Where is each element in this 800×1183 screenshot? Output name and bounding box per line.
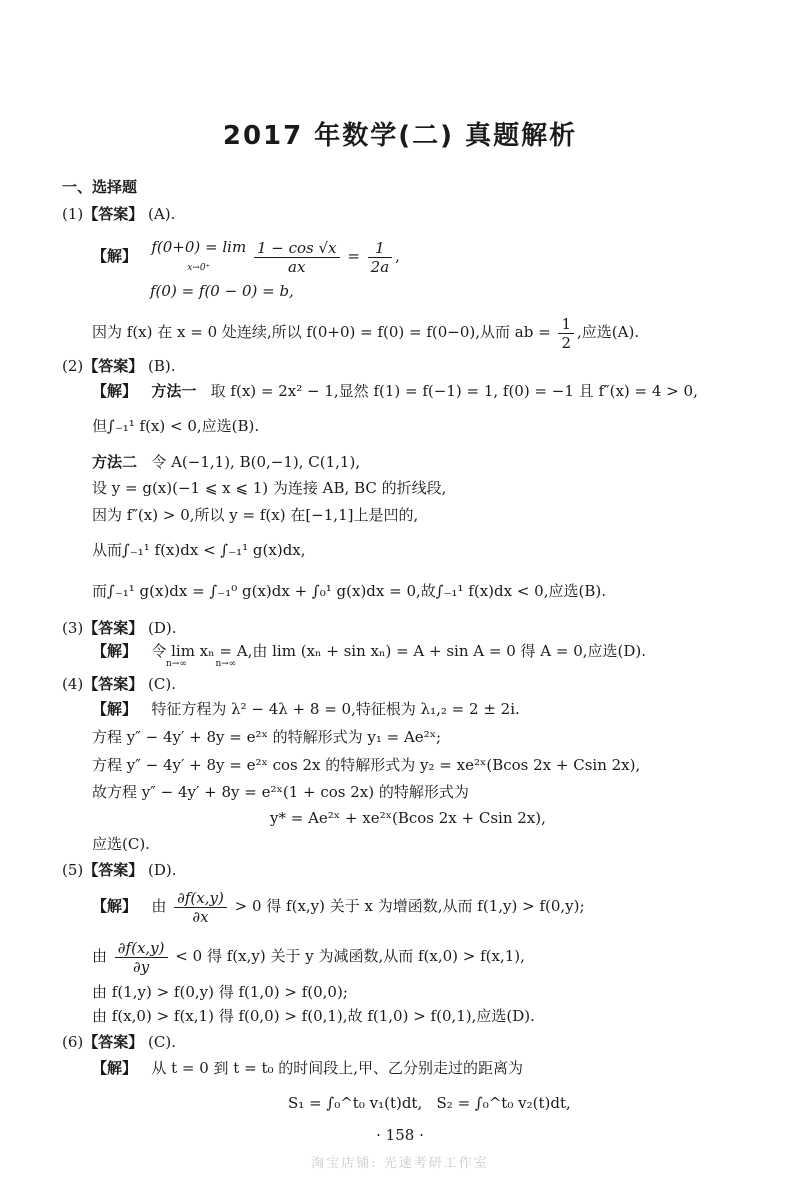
q5-answer: (D). <box>148 861 177 879</box>
q6-number: (6) <box>62 1033 84 1051</box>
q6-answer: (C). <box>148 1033 176 1051</box>
page-number: · 158 · <box>376 1126 424 1144</box>
watermark: 淘宝店铺: 光速考研工作室 <box>311 1156 489 1171</box>
q2-line-3: 方法二 令 A(−1,1), B(0,−1), C(1,1), <box>92 453 361 471</box>
q4-number: (4) <box>62 675 84 693</box>
answer-label: 【答案】 <box>83 675 144 693</box>
solution-label: 【解】 <box>92 700 138 718</box>
q6-line-1: 【解】 从 t = 0 到 t = t₀ 的时间段上,甲、乙分别走过的距离为 <box>92 1059 524 1077</box>
page-title: 2017 年数学(二) 真题解析 <box>222 121 578 151</box>
q1-conclusion: 因为 f(x) 在 x = 0 处连续,所以 f(0+0) = f(0) = f(0−0),从而 ab = $\frac{1}{2}$ ,应选(A). <box>92 314 640 352</box>
q1-limit: f(0+0) = lim x→0⁺ <box>151 237 247 273</box>
q4-line-4: 故方程 y″ − 4y′ + 8y = e²ˣ(1 + cos 2x) 的特解形式为 <box>92 783 469 801</box>
q6-line-2: S₁ = ∫₀^t₀ v₁(t)dt, S₂ = ∫₀^t₀ v₂(t)dt, <box>288 1094 571 1112</box>
q2-number: (2) <box>62 357 84 375</box>
q3-line-1: 【解】 令 lim xₙ = A,由 lim (xₙ + sin xₙ) = A + sin A = 0 得 A = 0,应选(D). <box>92 642 647 660</box>
q4-answer-line <box>62 674 176 694</box>
q2-line-7: 而∫₋₁¹ g(x)dx = ∫₋₁⁰ g(x)dx + ∫₀¹ g(x)dx = 0,故∫₋₁¹ f(x)dx < 0,应选(B). <box>92 582 606 600</box>
q5-line-3: 由 f(1,y) > f(0,y) 得 f(1,0) > f(0,0); <box>92 983 348 1001</box>
q1-answer: (A). <box>148 205 176 223</box>
solution-label: 【解】 <box>92 382 138 400</box>
answer-label: 【答案】 <box>83 619 144 637</box>
q1-conclusion-fraction: $\frac{1}{2}$ <box>558 315 574 352</box>
solution-label: 【解】 <box>92 1059 138 1077</box>
q4-line-1: 【解】 特征方程为 λ² − 4λ + 8 = 0,特征根为 λ₁,₂ = 2 ± 2i. <box>92 700 520 718</box>
solution-label: 【解】 <box>92 247 138 265</box>
answer-label: 【答案】 <box>83 357 144 375</box>
method-two-label: 方法二 <box>92 453 138 471</box>
solution-label: 【解】 <box>92 642 138 660</box>
q5-partial-y-fraction: $\frac{\partial f(x,y)}{\partial y}$ <box>115 939 168 976</box>
answer-label: 【答案】 <box>83 861 144 879</box>
q4-answer: (C). <box>148 675 176 693</box>
q3-answer-line <box>62 618 177 638</box>
q2-line-4: 设 y = g(x)(−1 ⩽ x ⩽ 1) 为连接 AB, BC 的折线段, <box>92 479 447 497</box>
q2-line-2: 但∫₋₁¹ f(x) < 0,应选(B). <box>92 417 260 435</box>
q4-line-6: 应选(C). <box>92 835 150 853</box>
q1-solution-eq1: 【解】 f(0+0) = lim x→0⁺ $\frac{1 - \cos √x}{ax}$ = $\frac{1}{2a}$ , <box>92 237 400 276</box>
q3-limit-subscript: n→∞ n→∞ <box>166 659 237 669</box>
solution-label: 【解】 <box>92 897 138 915</box>
q2-line-1: 【解】 方法一 取 f(x) = 2x² − 1,显然 f(1) = f(−1) = 1, f(0) = −1 且 f″(x) = 4 > 0, <box>92 382 698 400</box>
q4-line-2: 方程 y″ − 4y′ + 8y = e²ˣ 的特解形式为 y₁ = Ae²ˣ; <box>92 728 442 746</box>
q2-answer: (B). <box>148 357 176 375</box>
q3-number: (3) <box>62 619 84 637</box>
q1-solution-eq2: f(0) = f(0 − 0) = b, <box>150 282 294 300</box>
q1-fraction: $\frac{1 - \cos √x}{ax}$ <box>254 239 340 276</box>
q5-answer-line <box>62 860 177 880</box>
q2-line-6: 从而∫₋₁¹ f(x)dx < ∫₋₁¹ g(x)dx, <box>92 541 306 559</box>
answer-label: 【答案】 <box>83 205 144 223</box>
q1-number: (1) <box>62 205 84 223</box>
q2-answer-line <box>62 356 176 376</box>
q5-line-4: 由 f(x,0) > f(x,1) 得 f(0,0) > f(0,1),故 f(1,0) > f(0,1),应选(D). <box>92 1007 535 1025</box>
q6-answer-line <box>62 1032 176 1052</box>
q5-partial-x-fraction: $\frac{\partial f(x,y)}{\partial x}$ <box>174 889 227 926</box>
q3-answer: (D). <box>148 619 177 637</box>
answer-label: 【答案】 <box>83 1033 144 1051</box>
q5-line-1: 【解】 由 $\frac{\partial f(x,y)}{\partial x}$ > 0 得 f(x,y) 关于 x 为增函数,从而 f(1,y) > f(0,y); <box>92 888 585 926</box>
q4-line-5: y* = Ae²ˣ + xe²ˣ(Bcos 2x + Csin 2x), <box>270 809 546 827</box>
q5-number: (5) <box>62 861 84 879</box>
q5-line-2: 由 $\frac{\partial f(x,y)}{\partial y}$ < 0 得 f(x,y) 关于 y 为减函数,从而 f(x,0) > f(x,1), <box>92 938 525 976</box>
section-heading: 一、选择题 <box>62 178 138 196</box>
method-one-label: 方法一 <box>151 382 197 400</box>
q2-line-5: 因为 f″(x) > 0,所以 y = f(x) 在[−1,1]上是凹的, <box>92 506 419 524</box>
q4-line-3: 方程 y″ − 4y′ + 8y = e²ˣ cos 2x 的特解形式为 y₂ = xe²ˣ(Bcos 2x + Csin 2x), <box>92 756 641 774</box>
q1-result-fraction: $\frac{1}{2a}$ <box>368 239 393 276</box>
q1-answer-line <box>62 204 175 224</box>
